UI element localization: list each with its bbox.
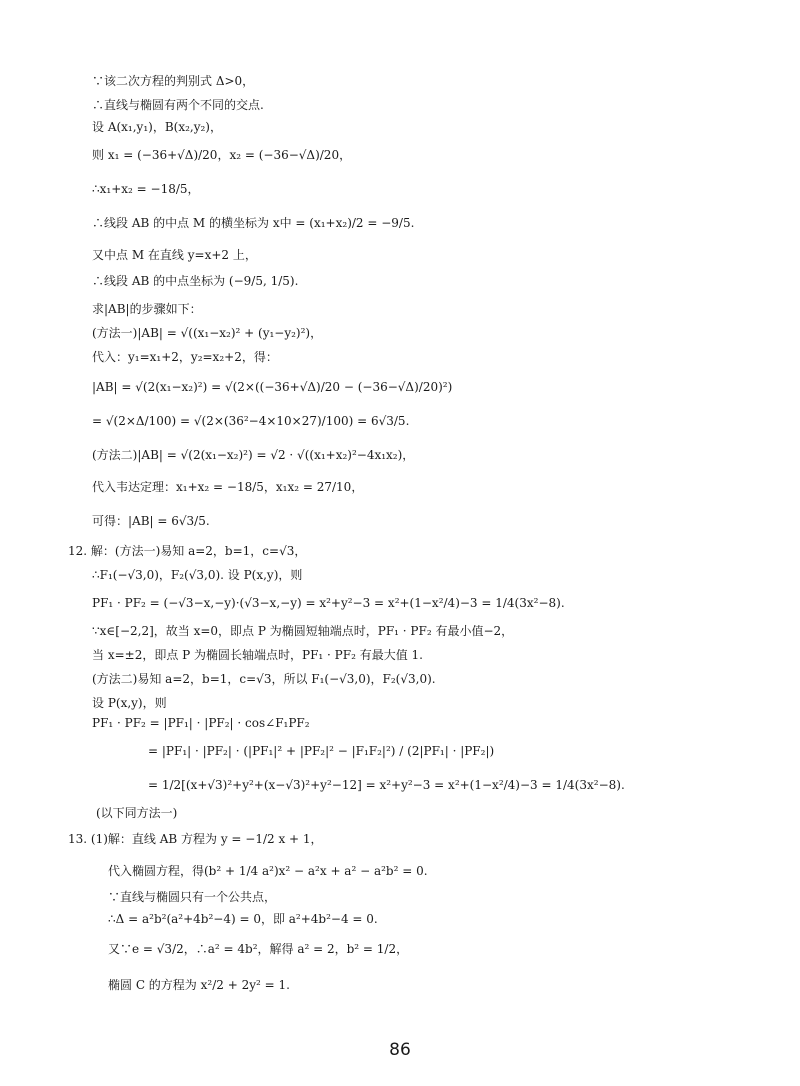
text-line: ∴线段 AB 的中点坐标为 (−9/5, 1/5).	[92, 274, 299, 288]
text-line: 则 x₁ = (−36+√Δ)/20，x₂ = (−36−√Δ)/20，	[92, 148, 352, 162]
text-line: 又中点 M 在直线 y=x+2 上，	[92, 248, 257, 262]
text-line: ∵该二次方程的判别式 Δ>0，	[92, 74, 255, 88]
text-line: (方法一)|AB| = √((x₁−x₂)² + (y₁−y₂)²)，	[92, 326, 323, 340]
text-line: (方法二)|AB| = √(2(x₁−x₂)²) = √2 · √((x₁+x₂)²−4x₁x₂)，	[92, 448, 415, 462]
text-line: PF₁ · PF₂ = |PF₁| · |PF₂| · cos∠F₁PF₂	[92, 716, 310, 730]
text-line: ∴直线与椭圆有两个不同的交点.	[92, 98, 264, 112]
text-line: 13. (1)解：直线 AB 方程为 y = −1/2 x + 1，	[68, 832, 323, 846]
text-line: 设 A(x₁,y₁)，B(x₂,y₂)，	[92, 120, 222, 134]
page-number: 86	[389, 1040, 411, 1060]
text-line: = |PF₁| · |PF₂| · (|PF₁|² + |PF₂|² − |F₁F₂|²) / (2|PF₁| · |PF₂|)	[148, 744, 495, 758]
text-line: (以下同方法一)	[96, 806, 178, 820]
text-line: 代入椭圆方程，得(b² + 1/4 a²)x² − a²x + a² − a²b² = 0.	[108, 864, 428, 878]
text-line: 可得：|AB| = 6√3/5.	[92, 514, 210, 528]
text-line: 又∵e = √3/2，∴a² = 4b²，解得 a² = 2，b² = 1/2，	[108, 942, 409, 956]
text-line: = √(2×Δ/100) = √(2×(36²−4×10×27)/100) = 6√3/5.	[92, 414, 410, 428]
text-line: 椭圆 C 的方程为 x²/2 + 2y² = 1.	[108, 978, 290, 992]
text-line: 代入韦达定理：x₁+x₂ = −18/5，x₁x₂ = 27/10，	[92, 480, 364, 494]
text-line: ∴Δ = a²b²(a²+4b²−4) = 0，即 a²+4b²−4 = 0.	[108, 912, 378, 926]
text-line: ∵直线与椭圆只有一个公共点，	[108, 890, 277, 904]
text-line: ∴x₁+x₂ = −18/5，	[92, 182, 200, 196]
text-line: 设 P(x,y)，则	[92, 696, 167, 710]
text-line: 求|AB|的步骤如下：	[92, 302, 202, 316]
text-line: (方法二)易知 a=2，b=1，c=√3，所以 F₁(−√3,0)，F₂(√3,0).	[92, 672, 436, 686]
text-line: 12. 解：(方法一)易知 a=2，b=1，c=√3，	[68, 544, 307, 558]
text-line: ∴线段 AB 的中点 M 的横坐标为 x中 = (x₁+x₂)/2 = −9/5.	[92, 216, 415, 230]
text-line: 代入：y₁=x₁+2，y₂=x₂+2，得：	[92, 350, 278, 364]
text-line: ∵x∈[−2,2]，故当 x=0，即点 P 为椭圆短轴端点时，PF₁ · PF₂ 有最小值−2，	[92, 624, 514, 638]
text-line: = 1/2[(x+√3)²+y²+(x−√3)²+y²−12] = x²+y²−3 = x²+(1−x²/4)−3 = 1/4(3x²−8).	[148, 778, 625, 792]
text-line: |AB| = √(2(x₁−x₂)²) = √(2×((−36+√Δ)/20 − (−36−√Δ)/20)²)	[92, 380, 453, 394]
text-line: 当 x=±2，即点 P 为椭圆长轴端点时，PF₁ · PF₂ 有最大值 1.	[92, 648, 423, 662]
text-line: PF₁ · PF₂ = (−√3−x,−y)·(√3−x,−y) = x²+y²−3 = x²+(1−x²/4)−3 = 1/4(3x²−8).	[92, 596, 565, 610]
text-line: ∴F₁(−√3,0)，F₂(√3,0). 设 P(x,y)，则	[92, 568, 303, 582]
